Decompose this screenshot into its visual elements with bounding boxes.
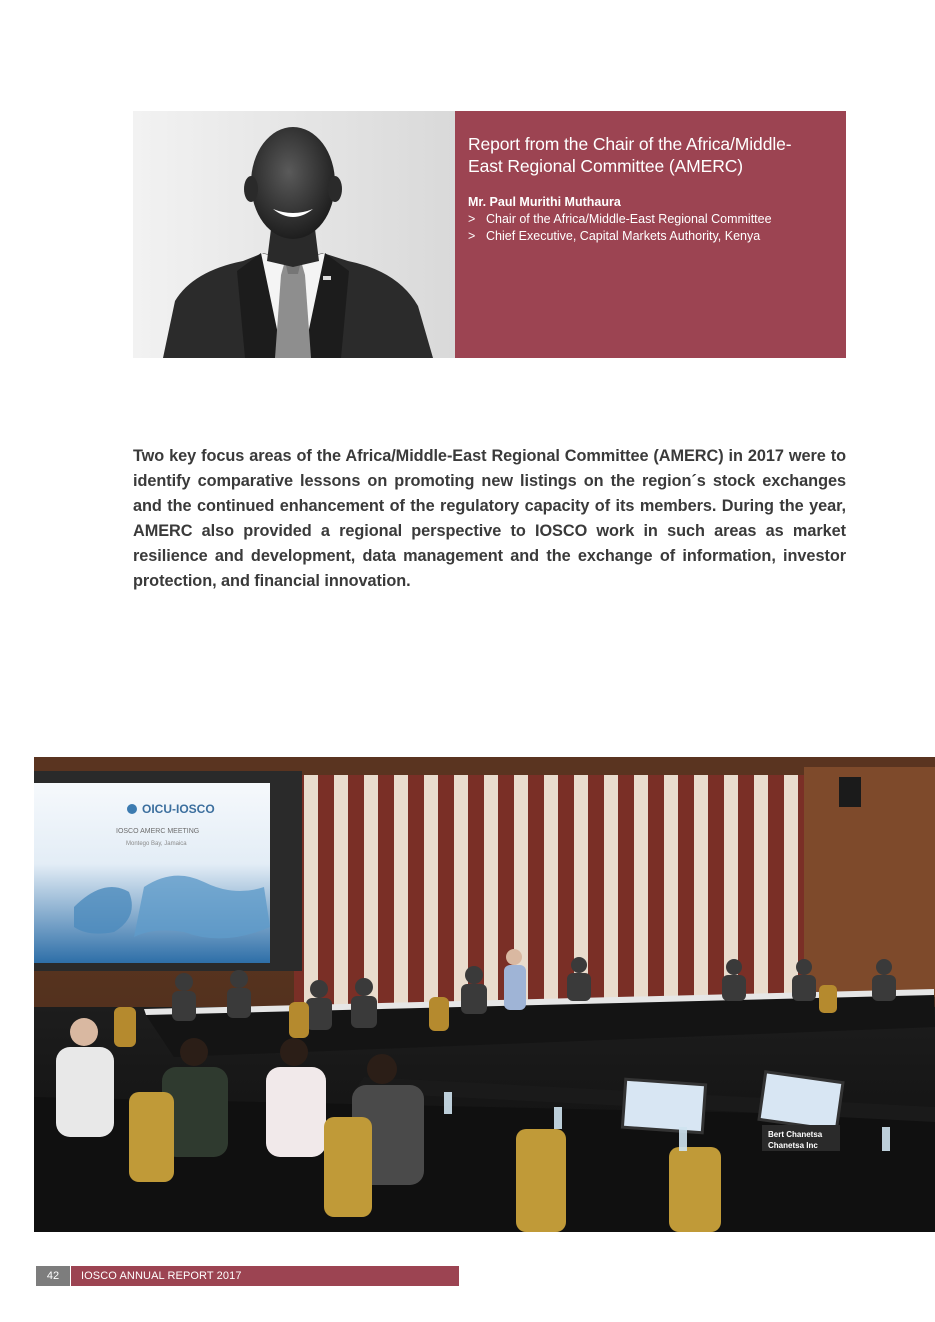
meeting-illustration <box>34 757 935 1232</box>
nameplate-name: Bert Chanetsa <box>768 1130 823 1139</box>
portrait-illustration <box>133 111 455 358</box>
chair-roles-list <box>468 211 826 245</box>
title-panel <box>455 111 846 358</box>
bullet-arrow-icon: > <box>468 212 476 226</box>
intro-paragraph: Two key focus areas of the Africa/Middle-East Regional Committee (AMERC) in 2017 were to identify comparative lessons on promoting new listings on the region´s stock exchanges and the continued enhancement of the regulatory capacity of its members. During the year, AMERC also provided a regional perspective to IOSCO work in such areas as market resilience and development, data management and the exchange of information, investor protection, and financial innovation. <box>133 447 846 590</box>
chair-name: Mr. Paul Murithi Muthaura <box>468 195 621 209</box>
screen-logo: OICU-IOSCO <box>142 802 215 816</box>
nameplate-company: Chanetsa Inc <box>768 1141 818 1150</box>
chair-portrait-photo <box>133 111 455 358</box>
screen-title: IOSCO AMERC MEETING <box>116 828 200 835</box>
meeting-photo <box>34 757 935 1232</box>
role-item <box>468 211 826 228</box>
footer-report-title: IOSCO ANNUAL REPORT 2017 <box>71 1266 459 1286</box>
report-title: Report from the Chair of the Africa/Middle-East Regional Committee (AMERC) <box>468 134 792 176</box>
bullet-arrow-icon: > <box>468 229 476 243</box>
screen-subtitle: Montego Bay, Jamaica <box>126 841 187 847</box>
page-number: 42 <box>36 1266 70 1286</box>
role-item <box>468 228 826 245</box>
role-text: Chief Executive, Capital Markets Authority, Kenya <box>486 229 761 243</box>
role-text: Chair of the Africa/Middle-East Regional Committee <box>486 212 772 226</box>
